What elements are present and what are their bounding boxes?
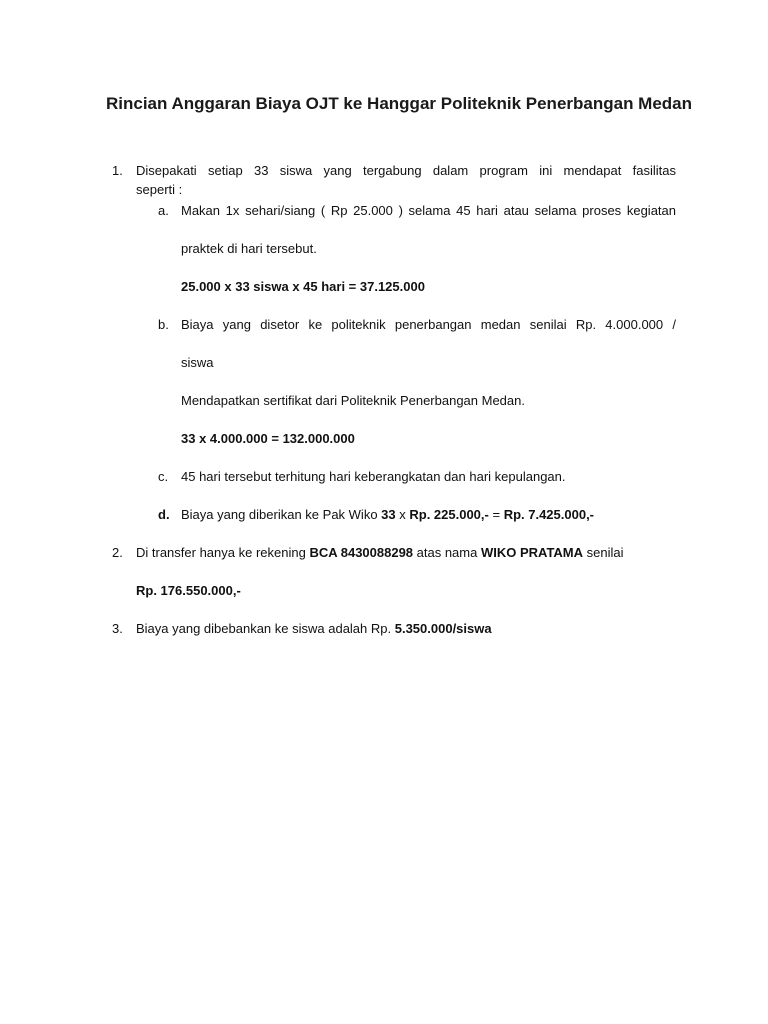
item-1d-prefix: Biaya yang diberikan ke Pak Wiko: [181, 507, 382, 522]
item-1d-times: x: [395, 507, 410, 522]
item-1d-equals: =: [488, 507, 504, 522]
item-1b-line-1: Biaya yang disetor ke politeknik penerbangan medan senilai Rp. 4.000.000 /: [181, 317, 676, 332]
item-1a-calculation: 25.000 x 33 siswa x 45 hari = 37.125.000: [181, 279, 425, 294]
item-1c-marker: c.: [158, 469, 169, 484]
item-1-number: 1.: [112, 163, 123, 178]
item-3-prefix: Biaya yang dibebankan ke siswa adalah Rp.: [136, 621, 395, 636]
document-title: Rincian Anggaran Biaya OJT ke Hanggar Politeknik Penerbangan Medan: [106, 94, 693, 113]
item-2-text: [136, 543, 624, 562]
item-2-prefix: Di transfer hanya ke rekening: [136, 545, 310, 560]
item-2-amount: Rp. 176.550.000,-: [136, 583, 241, 598]
item-1a-marker: a.: [158, 203, 169, 218]
item-1d-marker: d.: [158, 507, 170, 522]
item-3-text: [136, 619, 492, 638]
item-1b-line-2: siswa: [181, 355, 214, 370]
item-1a-line-1: Makan 1x sehari/siang ( Rp 25.000 ) selama 45 hari atau selama proses kegiatan: [181, 203, 676, 218]
item-1d-total: Rp. 7.425.000,-: [503, 507, 595, 522]
item-1d-text: [181, 505, 594, 524]
item-2-suffix: senilai: [583, 545, 624, 560]
item-3-number: 3.: [112, 621, 123, 636]
item-2-account-name: WIKO PRATAMA: [480, 545, 584, 560]
item-2-mid: atas nama: [413, 545, 481, 560]
item-2-bank-account: BCA 8430088298: [309, 545, 414, 560]
item-3-amount: 5.350.000/siswa: [394, 621, 492, 636]
item-1a-line-2: praktek di hari tersebut.: [181, 241, 317, 256]
item-1b-line-3: Mendapatkan sertifikat dari Politeknik Penerbangan Medan.: [181, 393, 525, 408]
item-1d-count: 33: [381, 507, 396, 522]
item-1-line-2: seperti :: [136, 182, 183, 197]
item-1-line-1: Disepakati setiap 33 siswa yang tergabung dalam program ini mendapat fasilitas: [136, 163, 676, 178]
item-1b-calculation: 33 x 4.000.000 = 132.000.000: [181, 431, 355, 446]
item-1b-marker: b.: [158, 317, 169, 332]
item-1d-rate: Rp. 225.000,-: [409, 507, 489, 522]
item-1c-text: 45 hari tersebut terhitung hari keberangkatan dan hari kepulangan.: [181, 469, 566, 484]
item-2-number: 2.: [112, 545, 123, 560]
